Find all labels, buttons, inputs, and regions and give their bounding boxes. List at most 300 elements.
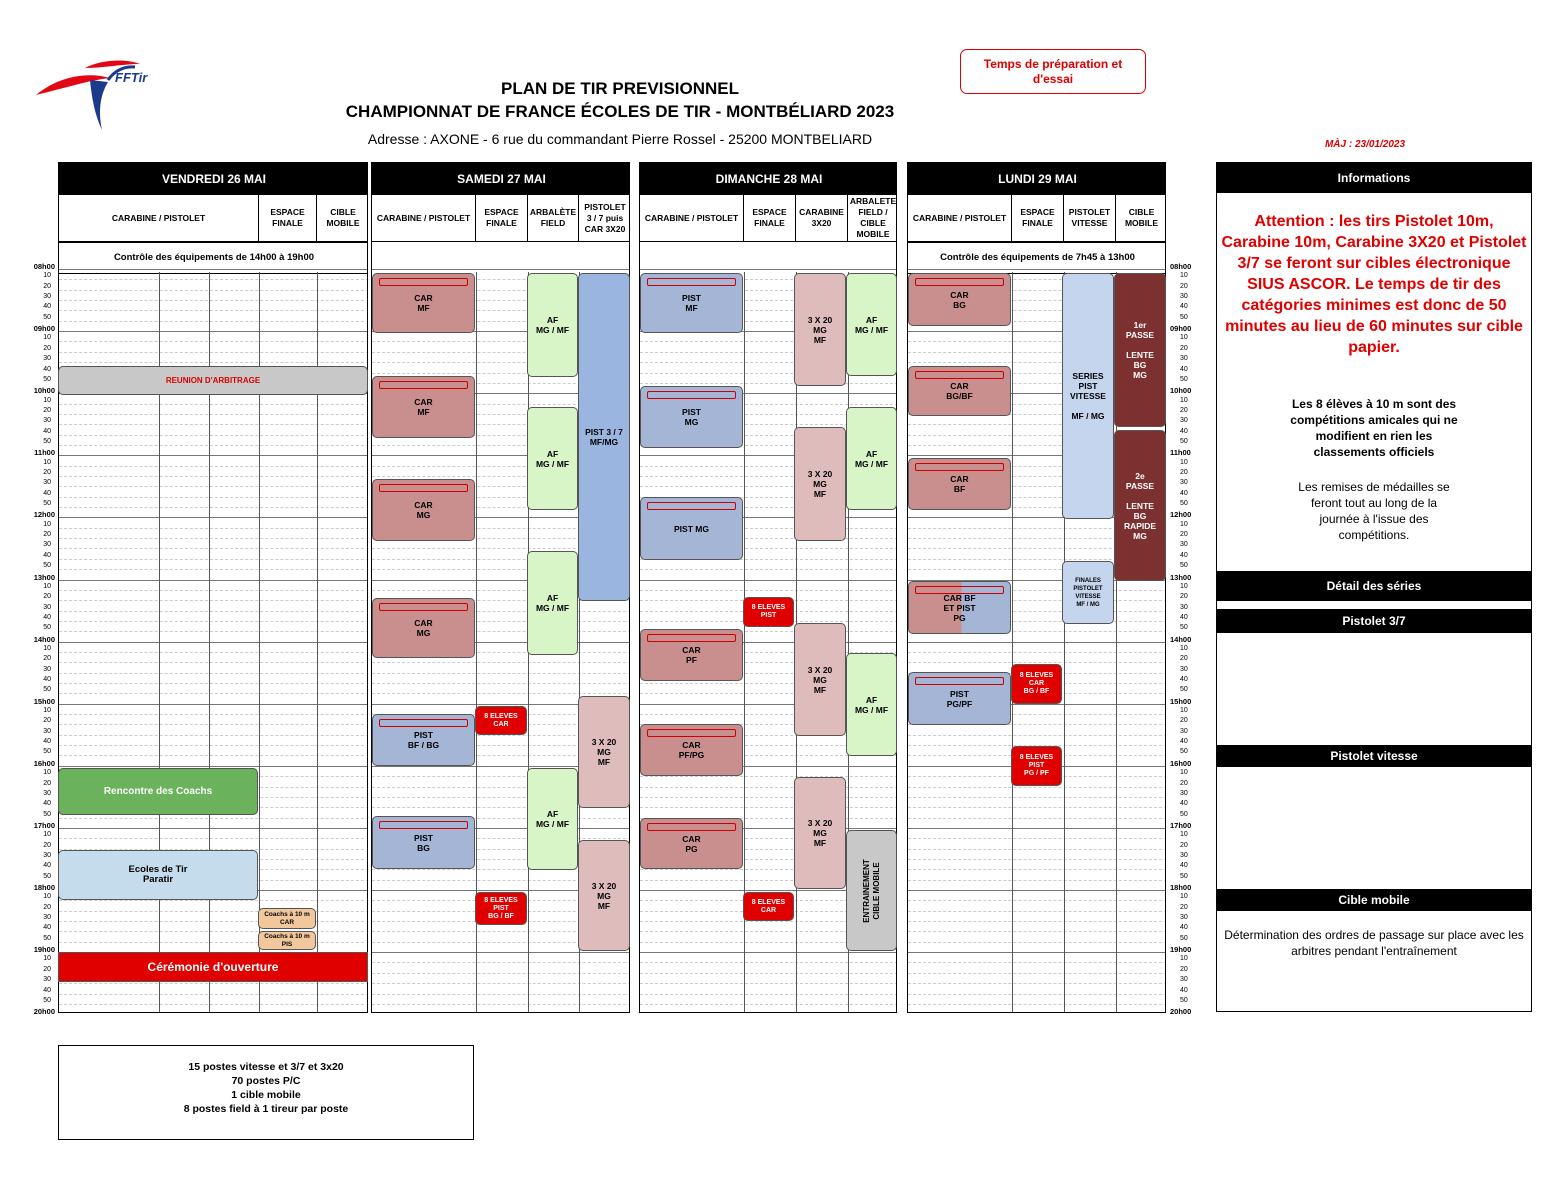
time-label: 10 [43, 582, 51, 590]
info-panel [1216, 162, 1532, 1012]
time-label: 20 [1180, 655, 1188, 663]
grid-line [372, 973, 630, 974]
time-label: 50 [1180, 996, 1188, 1004]
col-header: ARBALETE FIELD / CIBLE MOBILE [849, 196, 897, 239]
detail-series-header: Détail des séries [1217, 571, 1531, 601]
grid-line [59, 983, 368, 984]
eleves-note: Les 8 élèves à 10 m sont des compétitions amicales qui ne modifient en rien les classements officiels [1290, 397, 1458, 459]
time-label: 40 [43, 551, 51, 559]
grid-line [59, 517, 368, 518]
time-label: 20 [43, 841, 51, 849]
time-label: 13h00 [33, 572, 55, 582]
grid-line [59, 352, 368, 353]
grid-line [59, 683, 368, 684]
time-label: 20 [1180, 344, 1188, 352]
day-header: SAMEDI 27 MAI [372, 163, 630, 195]
time-label: 20 [1180, 531, 1188, 539]
grid-line [640, 383, 897, 384]
day-header: DIMANCHE 28 MAI [640, 163, 897, 195]
time-label: 10 [1180, 334, 1188, 342]
col-header: PISTOLET VITESSE [1064, 195, 1116, 241]
grid-line [908, 652, 1166, 653]
event-pist-bg: PIST BG [372, 816, 475, 869]
grid-line [372, 673, 630, 674]
postes-line: 70 postes P/C [231, 1075, 301, 1087]
grid-line [59, 1004, 368, 1005]
header-divider [59, 241, 368, 242]
grid-line [59, 341, 368, 342]
grid-line [372, 983, 630, 984]
time-label: 40 [1180, 365, 1188, 373]
time-label: 50 [43, 437, 51, 445]
event-af: AF MG / MF [846, 273, 897, 376]
time-label: 30 [1180, 355, 1188, 363]
grid-line [59, 507, 368, 508]
time-label: 20 [1180, 779, 1188, 787]
event-8-eleves-car: 8 ELEVES CAR BG / BF [1011, 664, 1062, 704]
time-label: 30 [1180, 789, 1188, 797]
grid-line [59, 631, 368, 632]
time-label: 16h00 [1170, 758, 1192, 768]
grid-line [59, 569, 368, 570]
grid-line [59, 735, 368, 736]
event-pist-37: PIST 3 / 7 MF/MG [578, 273, 630, 601]
grid-line [640, 962, 897, 963]
time-label: 50 [1180, 748, 1188, 756]
time-label: 12h00 [1170, 510, 1192, 520]
time-label: 50 [1180, 872, 1188, 880]
event-car-mg: CAR MG [372, 479, 475, 541]
time-label: 50 [1180, 934, 1188, 942]
event-car-bf: CAR BF [908, 458, 1011, 510]
col-header: CARABINE / PISTOLET [908, 195, 1012, 241]
time-label: 15h00 [33, 696, 55, 706]
time-label: 10 [1180, 272, 1188, 280]
grid-line [59, 828, 368, 829]
page-title-line2: CHAMPIONNAT DE FRANCE ÉCOLES DE TIR - MONTBÉLIARD 2023 [345, 102, 895, 121]
event-2e-passe: 2e PASSE LENTE BG RAPIDE MG [1114, 430, 1166, 581]
grid-line [59, 590, 368, 591]
grid-line [908, 962, 1166, 963]
grid-line [59, 476, 368, 477]
time-label: 10h00 [33, 386, 55, 396]
grid-line [59, 580, 368, 581]
col-header: CIBLE MOBILE [1124, 207, 1159, 228]
grid-line [59, 673, 368, 674]
grid-line [908, 952, 1166, 953]
time-label: 30 [43, 851, 51, 859]
time-label: 10 [43, 769, 51, 777]
grid-line [59, 290, 368, 291]
event-af: AF MG / MF [846, 407, 897, 510]
grid-line [59, 662, 368, 663]
grid-line [372, 693, 630, 694]
time-label: 40 [43, 427, 51, 435]
grid-line [59, 548, 368, 549]
event-3x20: 3 X 20 MG MF [794, 777, 846, 889]
time-label: 20 [43, 779, 51, 787]
grid-line [59, 538, 368, 539]
event-af: AF MG / MF [527, 768, 578, 870]
time-label: 40 [43, 489, 51, 497]
col-header: PISTOLET 3 / 7 puis CAR 3X20 [584, 201, 626, 234]
grid-line [59, 559, 368, 560]
grid-line [908, 890, 1166, 891]
grid-line [908, 642, 1166, 643]
time-label: 40 [1180, 427, 1188, 435]
time-label: 14h00 [33, 634, 55, 644]
time-label: 50 [43, 810, 51, 818]
time-label: 40 [1180, 986, 1188, 994]
grid-line [59, 642, 368, 643]
col-header: ESPACE FINALE [744, 195, 796, 241]
grid-line [59, 745, 368, 746]
event-car-mf: CAR MF [372, 273, 475, 333]
time-label: 10 [1180, 644, 1188, 652]
event-car-bg-bf: CAR BG/BF [908, 366, 1011, 416]
grid-line [59, 455, 368, 456]
grid-line [908, 869, 1166, 870]
event-coachs-pis: Coachs à 10 m PIS [258, 931, 316, 950]
update-date: MÀJ : 23/01/2023 [1324, 139, 1406, 150]
time-label: 20h00 [33, 1007, 55, 1017]
grid-line [372, 662, 630, 663]
time-label: 40 [43, 676, 51, 683]
postes-line: 1 cible mobile [231, 1089, 301, 1101]
event-pist-mf: PIST MF [640, 273, 743, 333]
grid-line [59, 942, 368, 943]
time-label: 20 [43, 903, 51, 911]
logo-text: FFTir [115, 70, 148, 85]
grid-line [59, 435, 368, 436]
time-label: 30 [1180, 541, 1188, 549]
grid-line [59, 528, 368, 529]
event-entrainement-cible-mobile [846, 830, 897, 951]
grid-line [59, 766, 368, 767]
time-label: 20 [43, 965, 51, 973]
time-label: 17h00 [1170, 820, 1192, 830]
event-8-eleves-pist: 8 ELEVES PIST PG / PF [1011, 746, 1062, 786]
event-pist-bf-bg: PIST BF / BG [372, 714, 475, 766]
grid-line [908, 828, 1166, 829]
time-label: 20 [1180, 903, 1188, 911]
time-label: 12h00 [33, 510, 55, 520]
time-label: 40 [1180, 551, 1188, 559]
time-label: 19h00 [33, 945, 55, 955]
col-header: ESPACE FINALE [259, 195, 317, 241]
postes-line: 8 postes field à 1 tireur par poste [183, 1103, 349, 1115]
grid-line [372, 994, 630, 995]
time-label: 30 [1180, 603, 1188, 611]
grid-line [59, 714, 368, 715]
grid-line [640, 569, 897, 570]
event-3x20: 3 X 20 MG MF [794, 623, 846, 736]
grid-line [908, 880, 1166, 881]
time-label: 10 [43, 520, 51, 528]
fftir-logo [30, 50, 170, 135]
time-label: 30 [1180, 293, 1188, 301]
grid-line [372, 683, 630, 684]
grid-line [59, 652, 368, 653]
time-label: 20 [43, 531, 51, 539]
grid-line [372, 1004, 630, 1005]
grid-line [908, 911, 1166, 912]
event-finales-pistolet-vitesse: FINALES PISTOLET VITESSE MF / MG [1062, 561, 1114, 624]
postes-box [58, 1045, 474, 1140]
time-label: 11h00 [1170, 448, 1191, 458]
time-label: 20 [43, 655, 51, 663]
grid-line [640, 776, 897, 777]
event-car-mf: CAR MF [372, 376, 475, 438]
time-label: 30 [43, 789, 51, 797]
time-label: 10 [1180, 955, 1188, 963]
time-label: 20 [1180, 469, 1188, 476]
grid-line [59, 818, 368, 819]
event-8-eleves-pist: 8 ELEVES PIST BG / BF [475, 892, 527, 925]
time-label: 10 [1180, 769, 1188, 777]
time-label: 08h00 [1170, 262, 1192, 271]
col-header: ESPACE FINALE [476, 195, 528, 241]
time-label: 10 [1180, 893, 1188, 901]
event-pist-mg: PIST MG [640, 386, 743, 448]
time-label: 10 [1180, 582, 1188, 590]
grid-line [59, 900, 368, 901]
time-label: 30 [43, 479, 51, 487]
event-pist-mg: PIST MG [640, 497, 743, 560]
time-label: 20h00 [1170, 1007, 1192, 1017]
event-reunion-arbitrage: REUNION D'ARBITRAGE [58, 366, 368, 395]
time-label: 30 [43, 293, 51, 301]
col-header: ARBALÈTE FIELD [528, 195, 579, 241]
time-label: 30 [1180, 851, 1188, 859]
time-label: 40 [1180, 489, 1188, 497]
time-label: 20 [1180, 965, 1188, 973]
grid-line [640, 797, 897, 798]
prep-legend: Temps de préparation et d'essai [960, 49, 1146, 94]
event-car-pf-pg: CAR PF/PG [640, 724, 743, 776]
time-label: 30 [43, 665, 51, 673]
info-header: Informations [1217, 163, 1531, 193]
time-label: 30 [43, 355, 51, 363]
time-label: 50 [43, 500, 51, 508]
event-8-eleves-car: 8 ELEVES CAR [475, 706, 527, 735]
time-label: 08h00 [33, 262, 55, 271]
grid-line [59, 486, 368, 487]
time-label: 50 [43, 562, 51, 570]
grid-line [59, 414, 368, 415]
grid-line [640, 973, 897, 974]
grid-line [908, 797, 1166, 798]
time-label: 40 [1180, 303, 1188, 311]
grid-line [59, 424, 368, 425]
time-label: 09h00 [1170, 324, 1192, 334]
grid-line [640, 952, 897, 953]
grid-line [59, 755, 368, 756]
event-ceremonie: Cérémonie d'ouverture [58, 952, 368, 982]
event-car-pg: CAR PG [640, 818, 743, 869]
time-label: 30 [1180, 665, 1188, 673]
grid-line [59, 466, 368, 467]
time-label: 40 [43, 365, 51, 373]
time-label: 30 [43, 417, 51, 425]
time-label: 40 [43, 862, 51, 870]
control-note: Contrôle des équipements de 7h45 à 13h00 [908, 242, 1166, 274]
grid-line [640, 787, 897, 788]
grid-line [908, 787, 1166, 788]
grid-line [640, 983, 897, 984]
time-label: 40 [43, 738, 51, 746]
grid-line [908, 921, 1166, 922]
grid-line [640, 1004, 897, 1005]
time-label: 40 [1180, 676, 1188, 683]
time-label: 40 [43, 800, 51, 808]
time-label: 10 [1180, 520, 1188, 528]
time-label: 10 [43, 955, 51, 963]
grid-line [908, 818, 1166, 819]
col-header: CARABINE / PISTOLET [59, 195, 259, 241]
grid-line [59, 838, 368, 839]
time-label: 40 [43, 613, 51, 621]
col-header: CIBLE MOBILE [326, 207, 360, 228]
time-label: 30 [1180, 976, 1188, 984]
event-car-bg: CAR BG [908, 273, 1011, 326]
time-label: 10 [1180, 831, 1188, 839]
time-label: 09h00 [33, 324, 55, 334]
time-label: 15h00 [1170, 696, 1192, 706]
grid-line [59, 321, 368, 322]
event-3x20: 3 X 20 MG MF [794, 427, 846, 541]
time-label: 50 [1180, 437, 1188, 445]
time-label: 50 [43, 934, 51, 942]
event-car-bf-pist-pg: CAR BF ET PIST PG [908, 581, 1011, 634]
time-label: 13h00 [1170, 572, 1192, 582]
time-label: 50 [43, 624, 51, 632]
time-label: 40 [1180, 738, 1188, 746]
time-label: 20 [43, 593, 51, 601]
time-label: 50 [1180, 624, 1188, 632]
grid-line [908, 269, 1166, 270]
time-label: 10 [43, 396, 51, 404]
pistolet-37-header: Pistolet 3/7 [1217, 609, 1531, 633]
time-label: 30 [1180, 727, 1188, 735]
postes-line: 15 postes vitesse et 3/7 et 3x20 [188, 1061, 344, 1073]
grid-line [908, 807, 1166, 808]
time-label: 10 [43, 831, 51, 839]
grid-line [908, 1004, 1166, 1005]
col-header: CARABINE / PISTOLET [372, 195, 476, 241]
time-label: 18h00 [33, 883, 55, 892]
time-label: 50 [1180, 810, 1188, 818]
event-car-mg: CAR MG [372, 598, 475, 658]
time-label: 40 [43, 986, 51, 994]
time-label: 19h00 [1170, 945, 1192, 955]
time-label: 50 [43, 996, 51, 1004]
time-label: 14h00 [1170, 634, 1192, 644]
page-title-line1: PLAN DE TIR PREVISIONNEL [500, 79, 740, 98]
time-label: 50 [43, 375, 51, 383]
event-af: AF MG / MF [846, 653, 897, 756]
time-label: 20 [1180, 841, 1188, 849]
event-8-eleves-car: 8 ELEVES CAR [743, 892, 794, 921]
grid-line [640, 994, 897, 995]
grid-line [59, 693, 368, 694]
time-label: 10 [43, 644, 51, 652]
grid-line [59, 269, 368, 270]
time-label: 11h00 [34, 448, 55, 458]
pistolet-vitesse-header: Pistolet vitesse [1217, 745, 1531, 767]
event-series-pist-vitesse: SERIES PIST VITESSE MF / MG [1062, 273, 1114, 519]
grid-line [908, 931, 1166, 932]
time-label: 30 [43, 541, 51, 549]
grid-line [59, 362, 368, 363]
time-label: 20 [1180, 406, 1188, 414]
time-label: 10 [1180, 458, 1188, 466]
grid-line [908, 983, 1166, 984]
grid-line [908, 973, 1166, 974]
col-header: ESPACE FINALE [1012, 195, 1064, 241]
cible-mobile-header: Cible mobile [1217, 889, 1531, 911]
grid-line [59, 404, 368, 405]
time-label: 10 [43, 458, 51, 466]
grid-line [372, 952, 630, 953]
grid-line [59, 279, 368, 280]
time-label: 10 [1180, 707, 1188, 715]
control-note: Contrôle des équipements de 14h00 à 19h00 [59, 242, 368, 274]
col-header: CARABINE / PISTOLET [640, 195, 744, 241]
grid-line [908, 942, 1166, 943]
attention-text: Attention : les tirs Pistolet 10m, Carabine 10m, Carabine 3X20 et Pistolet 3/7 se feront sur cibles électronique SIUS ASCOR. Le temps de tir des catégories minimes est donc de 50 minutes au lieu de 60 minutes sur cible papier. [1221, 213, 1527, 356]
time-label: 17h00 [33, 820, 55, 830]
time-label: 10 [43, 893, 51, 901]
event-3x20: 3 X 20 MG MF [578, 840, 630, 951]
time-label: 30 [43, 914, 51, 922]
header-divider [372, 241, 630, 242]
grid-line [908, 900, 1166, 901]
time-label: 50 [1180, 686, 1188, 694]
time-label: 40 [1180, 613, 1188, 621]
column-divider [1012, 272, 1013, 1013]
time-label: 50 [43, 872, 51, 880]
event-label: ENTRAINEMENT CIBLE MOBILE [861, 858, 881, 923]
time-label: 50 [1180, 562, 1188, 570]
time-label: 10 [43, 707, 51, 715]
time-label: 10h00 [1170, 386, 1192, 396]
header-divider [908, 241, 1166, 242]
time-label: 30 [43, 727, 51, 735]
event-8-eleves-pist: 8 ELEVES PIST [743, 597, 794, 627]
event-rencontre-coachs: Rencontre des Coachs [58, 768, 258, 815]
grid-line [640, 807, 897, 808]
address: Adresse : AXONE - 6 rue du commandant Pierre Rossel - 25200 MONTBELIARD [367, 131, 873, 147]
time-label: 20 [1180, 717, 1188, 725]
time-label: 30 [1180, 914, 1188, 922]
grid-line [59, 621, 368, 622]
grid-line [59, 611, 368, 612]
grid-line [908, 735, 1166, 736]
time-label: 20 [43, 282, 51, 290]
time-label: 10 [43, 334, 51, 342]
time-label: 50 [1180, 313, 1188, 321]
time-label: 40 [43, 303, 51, 311]
time-label: 10 [1180, 396, 1188, 404]
grid-line [59, 921, 368, 922]
grid-line [59, 310, 368, 311]
event-af: AF MG / MF [527, 551, 578, 655]
grid-line [59, 600, 368, 601]
time-label: 40 [1180, 800, 1188, 808]
grid-line [640, 580, 897, 581]
grid-line [59, 724, 368, 725]
